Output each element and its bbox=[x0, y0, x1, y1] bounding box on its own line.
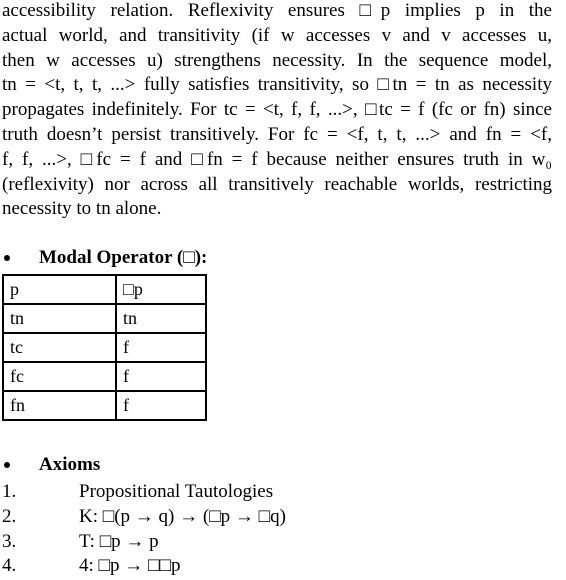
table-row bbox=[3, 362, 206, 391]
modal-operator-heading-row bbox=[0, 247, 207, 269]
paragraph-line: truth doesn’t persist transitively. For fc = <f, t, t, ...> and fn = <f, bbox=[2, 123, 552, 145]
table-row bbox=[3, 391, 206, 420]
table-row bbox=[3, 304, 206, 333]
list-item-number: 1. bbox=[2, 481, 17, 502]
bullet-dot-icon bbox=[4, 255, 10, 261]
table-header-cell: p bbox=[3, 275, 116, 304]
list-item-number: 4. bbox=[2, 555, 17, 577]
modal-operator-heading: Modal Operator (□): bbox=[39, 247, 208, 268]
paragraph-line: actual world, and transitivity (if w accesses v and v accesses u, bbox=[2, 24, 552, 46]
list-item-text: 4: □p → □□p bbox=[79, 555, 181, 577]
axioms-list bbox=[0, 480, 286, 579]
table-cell: f bbox=[116, 391, 206, 420]
bullet-dot-icon bbox=[4, 462, 10, 468]
table-cell: tc bbox=[3, 333, 116, 362]
axioms-heading: Axioms bbox=[39, 454, 101, 475]
list-item-text: K: □(p → q) → (□p → □q) bbox=[79, 505, 286, 527]
list-item bbox=[0, 530, 286, 555]
table-cell: f bbox=[116, 362, 206, 391]
body-paragraph bbox=[2, 0, 552, 222]
axioms-heading-row bbox=[0, 454, 100, 476]
table-row bbox=[3, 333, 206, 362]
list-item-number: 2. bbox=[2, 505, 17, 527]
table-cell: tn bbox=[3, 304, 116, 333]
list-item-number: 3. bbox=[2, 530, 17, 552]
paragraph-line: propagates indefinitely. For tc = <t, f, f, ...>, □tc = f (fc or fn) since bbox=[2, 99, 552, 121]
paragraph-line: then w accesses u) strengthens necessity. In the sequence model, bbox=[2, 49, 552, 71]
paragraph-line: f, f, ...>, □fc = f and □fn = f because neither ensures truth in w₀ bbox=[2, 148, 552, 170]
table-header-cell: □p bbox=[116, 275, 206, 304]
list-item bbox=[0, 480, 286, 505]
paragraph-line: accessibility relation. Reflexivity ensures □p implies p in the bbox=[2, 0, 552, 21]
paragraph-line: necessity to tn alone. bbox=[2, 198, 162, 220]
table-header-row bbox=[3, 275, 206, 304]
paragraph-line: tn = <t, t, t, ...> fully satisfies transitivity, so □tn = tn as necessity bbox=[2, 74, 552, 96]
table-cell: tn bbox=[116, 304, 206, 333]
list-item bbox=[0, 505, 286, 530]
table-cell: f bbox=[116, 333, 206, 362]
table-cell: fc bbox=[3, 362, 116, 391]
paragraph-line: (reflexivity) nor across all transitively reachable worlds, restricting bbox=[2, 173, 552, 195]
list-item-text: Propositional Tautologies bbox=[79, 481, 274, 502]
modal-operator-table bbox=[2, 274, 207, 421]
list-item-text: T: □p → p bbox=[79, 530, 159, 552]
list-item bbox=[0, 554, 286, 579]
table-cell: fn bbox=[3, 391, 116, 420]
